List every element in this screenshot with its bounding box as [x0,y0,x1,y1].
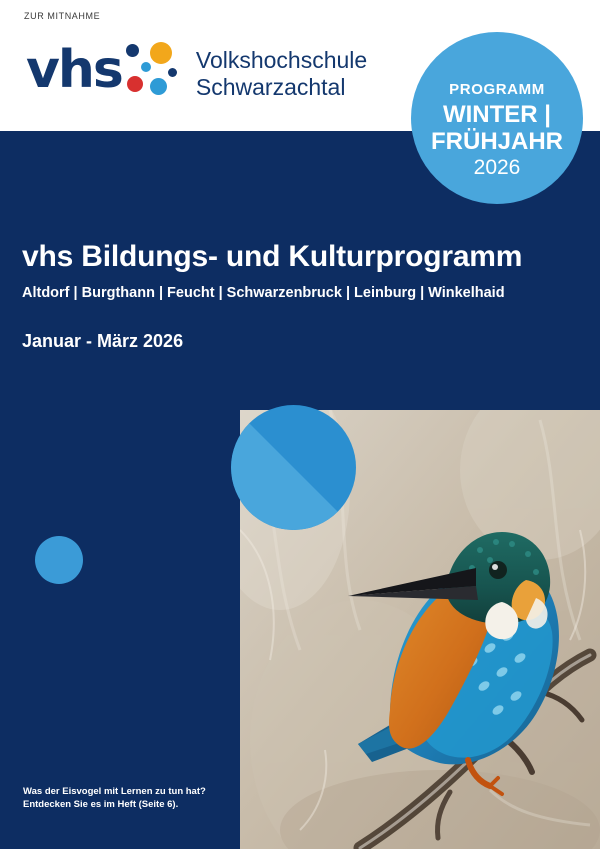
decorative-circle-large [231,405,356,530]
vhs-logo [26,40,368,101]
institution-name [196,47,367,101]
photo-caption [23,785,233,811]
photo-caption-line2: Entdecken Sie es im Heft (Seite 6). [23,799,179,810]
institution-name-line2: Schwarzachtal [195,74,346,100]
vhs-wordmark: vhs [26,40,122,100]
program-badge [411,32,583,204]
program-badge-label: PROGRAMM [449,81,545,98]
decorative-circle-small [35,536,83,584]
photo-caption-line1: Was der Eisvogel mit Lernen zu tun hat? [23,786,206,797]
towns-list: Altdorf | Burgthann | Feucht | Schwarzenbruck | Leinburg | Winkelhaid [22,285,505,301]
program-badge-season: WINTER | FRÜHJAHR [431,101,563,155]
period-label: Januar - März 2026 [22,331,184,351]
pickup-label: ZUR MITNAHME [24,11,101,21]
institution-name-line1: Volkshochschule [195,47,368,73]
vhs-dots-icon [124,42,184,100]
page-title: vhs Bildungs- und Kulturprogramm [22,240,523,273]
program-badge-year: 2026 [473,156,521,179]
title-block [22,240,582,352]
